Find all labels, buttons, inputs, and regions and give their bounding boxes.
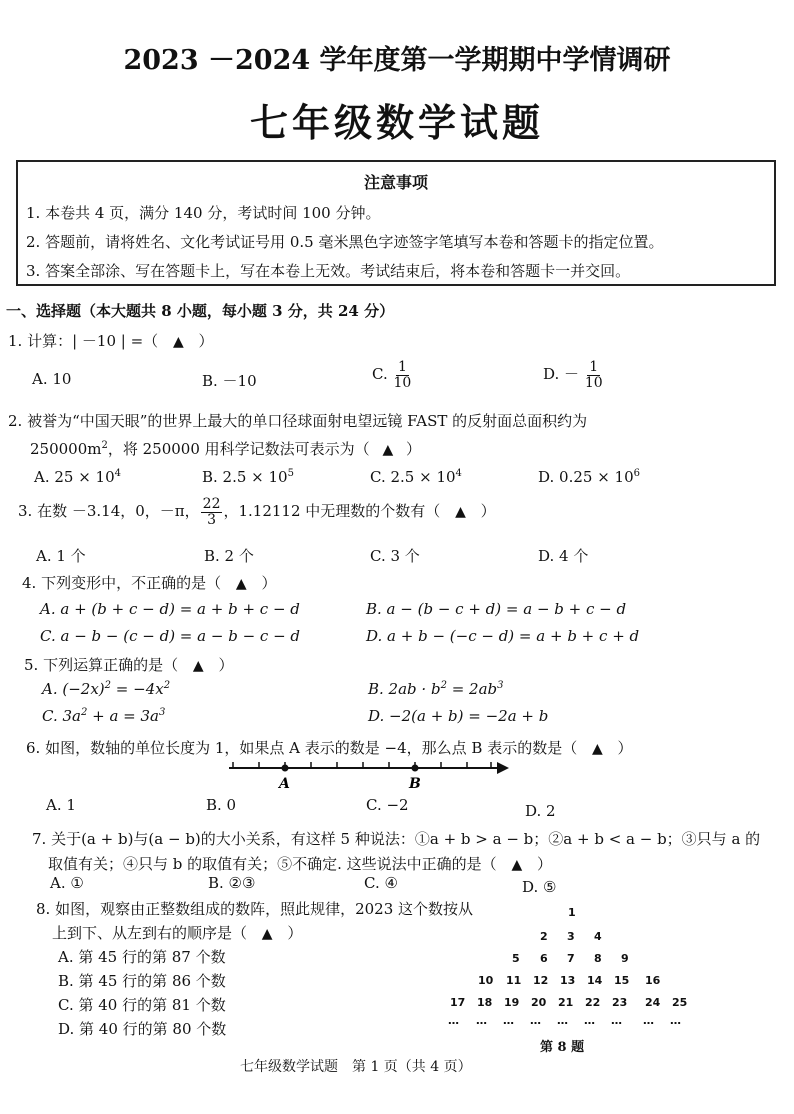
q4-option-b: B. a − (b − c + d) = a − b + c − d (366, 600, 627, 618)
triangle-number: 24 (645, 996, 661, 1009)
q7-close: ） (537, 855, 553, 873)
q6-stem-text: 6. 如图，数轴的单位长度为 1，如果点 A 表示的数是 −4，那么点 B 表示的数是（ (26, 739, 578, 757)
q1-option-a: A. 10 (32, 370, 72, 388)
q3-stem-b: ，1.12112 中无理数的个数有（ (223, 502, 441, 521)
q1-c-prefix: C. (372, 365, 388, 384)
q5-option-b (368, 680, 504, 698)
q8-option-b: B. 第 45 行的第 86 个数 (58, 972, 226, 990)
q1-d-numerator: 1 (589, 359, 599, 375)
q3-option-d: D. 4 个 (538, 547, 589, 565)
q5-a-p2: = −4x (111, 680, 164, 698)
q3-frac-numerator: 22 (202, 496, 221, 512)
triangle-number: 6 (540, 952, 548, 965)
triangle-number: 21 (558, 996, 574, 1009)
q4-stem-text: 4. 下列变形中，不正确的是（ (22, 574, 222, 592)
arrow-right-icon (497, 762, 509, 774)
q2-line1: 2. 被誉为“中国天眼”的世界上最大的单口径球面射电望远镜 FAST 的反射面总面积约为 (8, 412, 588, 430)
point-a-label: A (279, 776, 290, 792)
q5-option-c (42, 707, 165, 725)
ellipsis: … (476, 1014, 487, 1027)
q3-option-b: B. 2 个 (204, 547, 254, 565)
q2-option-b (202, 468, 294, 486)
q3-frac-denominator: 3 (207, 511, 217, 528)
q8-line2-text: 上到下、从左到右的顺序是（ (52, 924, 248, 942)
ellipsis: … (584, 1014, 595, 1027)
q1-d-fraction (585, 360, 603, 390)
q5-b-sup2: 3 (497, 680, 504, 691)
triangle-number: 11 (506, 974, 522, 987)
exam-title-line1: 2023 －2024 学年度第一学期期中学情调研 (123, 45, 671, 76)
triangle-number: 12 (533, 974, 549, 987)
q2-option-c (370, 468, 462, 486)
q6-option-b: B. 0 (206, 796, 237, 814)
q5-c-p2: + a = 3a (87, 707, 159, 725)
q1-d-denominator: 10 (584, 374, 603, 391)
q1-close: ） (198, 332, 214, 350)
q7-option-b: B. ②③ (208, 874, 256, 892)
q5-b-p2: = 2ab (446, 680, 498, 698)
triangle-number: 7 (567, 952, 575, 965)
q7-line1: 7. 关于(a + b)与(a − b)的大小关系，有这样 5 种说法：①a + b > a − b；②a + b < a − b；③只与 a 的 (32, 830, 761, 848)
section-title: 一、选择题（本大题共 8 小题，每小题 3 分，共 24 分） (6, 302, 395, 320)
triangle-number: 17 (450, 996, 466, 1009)
q2-b-text: B. 2.5 × 10 (202, 468, 288, 486)
q2-option-d (538, 468, 640, 486)
notice-item-1: 1. 本卷共 4 页，满分 140 分，考试时间 100 分钟。 (26, 204, 381, 222)
triangle-number: 16 (645, 974, 661, 987)
q5-c-p1: C. 3a (42, 707, 81, 725)
q6-option-a: A. 1 (46, 796, 76, 814)
q4-option-a: A. a + (b + c − d) = a + b + c − d (40, 600, 300, 618)
ellipsis: … (448, 1014, 459, 1027)
triangle-number: 19 (504, 996, 520, 1009)
q4-option-d: D. a + b − (−c − d) = a + b + c + d (366, 627, 640, 645)
ellipsis: … (557, 1014, 568, 1027)
triangle-number: 14 (587, 974, 603, 987)
q1-option-d (543, 360, 604, 390)
q2-a-text: A. 25 × 10 (34, 468, 115, 486)
triangle-number: 5 (512, 952, 520, 965)
answer-mark: ▲ (192, 658, 204, 674)
q2-d-text: D. 0.25 × 10 (538, 468, 634, 486)
triangle-number: 9 (621, 952, 629, 965)
q8-line1: 8. 如图，观察由正整数组成的数阵，照此规律，2023 这个数按从 (36, 900, 474, 918)
q5-c-sup1: 2 (80, 707, 88, 718)
answer-mark: ▲ (455, 504, 466, 521)
q8-close: ） (287, 924, 303, 942)
q2-b-sup: 5 (287, 468, 294, 479)
answer-mark: ▲ (382, 442, 394, 458)
triangle-number: 1 (568, 906, 576, 919)
q1-option-b: B. －10 (202, 372, 257, 390)
q3-stem-a: 3. 在数 －3.14，0，－π， (18, 502, 200, 521)
q4-stem (22, 572, 276, 593)
exam-title-line2: 七年级数学试题 (249, 100, 544, 145)
answer-mark: ▲ (172, 334, 184, 350)
ellipsis: … (643, 1014, 654, 1027)
answer-mark: ▲ (261, 926, 273, 942)
q5-option-d: D. −2(a + b) = −2a + b (368, 707, 549, 725)
answer-mark: ▲ (235, 576, 247, 592)
q6-option-c: C. −2 (366, 796, 409, 814)
ellipsis: … (530, 1014, 541, 1027)
q2-option-a (34, 468, 121, 486)
q7-option-a: A. ① (50, 874, 84, 892)
triangle-number: 22 (585, 996, 601, 1009)
triangle-number: 23 (612, 996, 628, 1009)
triangle-number: 3 (567, 930, 575, 943)
triangle-number: 25 (672, 996, 688, 1009)
point-a-dot (282, 765, 289, 772)
answer-mark: ▲ (511, 857, 523, 873)
q8-option-c: C. 第 40 行的第 81 个数 (58, 996, 226, 1014)
q1-c-denominator: 10 (393, 374, 412, 391)
q2-line2 (30, 438, 421, 459)
triangle-number: 10 (478, 974, 494, 987)
q5-b-p1: B. 2ab · b (368, 680, 441, 698)
triangle-number: 8 (594, 952, 602, 965)
q5-b-sup1: 2 (440, 680, 447, 691)
number-line-figure (225, 758, 515, 794)
q7-option-c: C. ④ (364, 874, 398, 892)
notice-box (16, 160, 776, 286)
q1-option-c (372, 360, 412, 390)
page-footer: 七年级数学试题 第 1 页（共 4 页） (240, 1059, 472, 1075)
q2-a-sup: 4 (114, 468, 122, 479)
point-b-dot (412, 765, 419, 772)
q4-option-c: C. a − b − (c − d) = a − b − c − d (40, 627, 301, 645)
triangle-number: 20 (531, 996, 547, 1009)
q2-c-text: C. 2.5 × 10 (370, 468, 456, 486)
q6-option-d: D. 2 (525, 802, 556, 820)
q5-stem (24, 654, 233, 675)
q5-a-sup1: 2 (104, 680, 112, 691)
q1-c-fraction (394, 360, 412, 390)
triangle-number: 4 (594, 930, 602, 943)
q1-d-prefix: D. － (543, 365, 580, 384)
q2-d-sup: 6 (633, 468, 640, 479)
q1-stem-text: 1. 计算：| －10 | =（ (8, 332, 159, 350)
ellipsis: … (503, 1014, 514, 1027)
notice-item-2: 2. 答题前，请将姓名、文化考试证号用 0.5 毫米黑色字迹签字笔填写本卷和答题卡的指定位置。 (26, 233, 664, 251)
q6-close: ） (617, 739, 633, 757)
q3-stem (18, 497, 496, 527)
q2-line2-rest: ，将 250000 用科学记数法可表示为（ (107, 440, 370, 458)
q2-area-sup: 2 (101, 440, 108, 451)
q6-stem (26, 737, 633, 758)
notice-heading: 注意事项 (363, 173, 428, 192)
q8-line2 (52, 922, 302, 943)
ellipsis: … (611, 1014, 622, 1027)
q3-fraction (201, 497, 223, 527)
triangle-number: 13 (560, 974, 576, 987)
q5-stem-text: 5. 下列运算正确的是（ (24, 656, 179, 674)
q2-close: ） (406, 440, 422, 458)
q8-option-a: A. 第 45 行的第 87 个数 (58, 948, 226, 966)
notice-item-3: 3. 答案全部涂、写在答题卡上，写在本卷上无效。考试结束后，将本卷和答题卡一并交回。 (26, 262, 631, 280)
q8-option-d: D. 第 40 行的第 80 个数 (58, 1020, 227, 1038)
q1-c-numerator: 1 (397, 359, 407, 375)
triangle-number: 2 (540, 930, 548, 943)
q4-close: ） (261, 574, 277, 592)
q5-close: ） (218, 656, 234, 674)
ellipsis: … (670, 1014, 681, 1027)
triangle-number: 18 (477, 996, 493, 1009)
point-b-label: B (409, 776, 421, 792)
figure-8-label: 第 8 题 (540, 1040, 585, 1055)
q5-a-sup2: 2 (163, 680, 171, 691)
q7-option-d: D. ⑤ (522, 878, 557, 896)
q3-option-a: A. 1 个 (36, 547, 86, 565)
q1-stem (8, 330, 214, 351)
q5-c-sup2: 3 (158, 707, 166, 718)
q3-close: ） (480, 502, 496, 521)
q5-option-a (42, 680, 170, 698)
answer-mark: ▲ (591, 741, 603, 757)
q3-option-c: C. 3 个 (370, 547, 420, 565)
q2-c-sup: 4 (455, 468, 462, 479)
q7-line2 (48, 853, 552, 874)
q7-line2-text: 取值有关；④只与 b 的取值有关；⑤不确定. 这些说法中正确的是（ (48, 855, 497, 873)
triangle-number: 15 (614, 974, 630, 987)
q2-area-value: 250000m (30, 440, 102, 458)
q5-a-p1: A. (−2x) (42, 680, 105, 698)
